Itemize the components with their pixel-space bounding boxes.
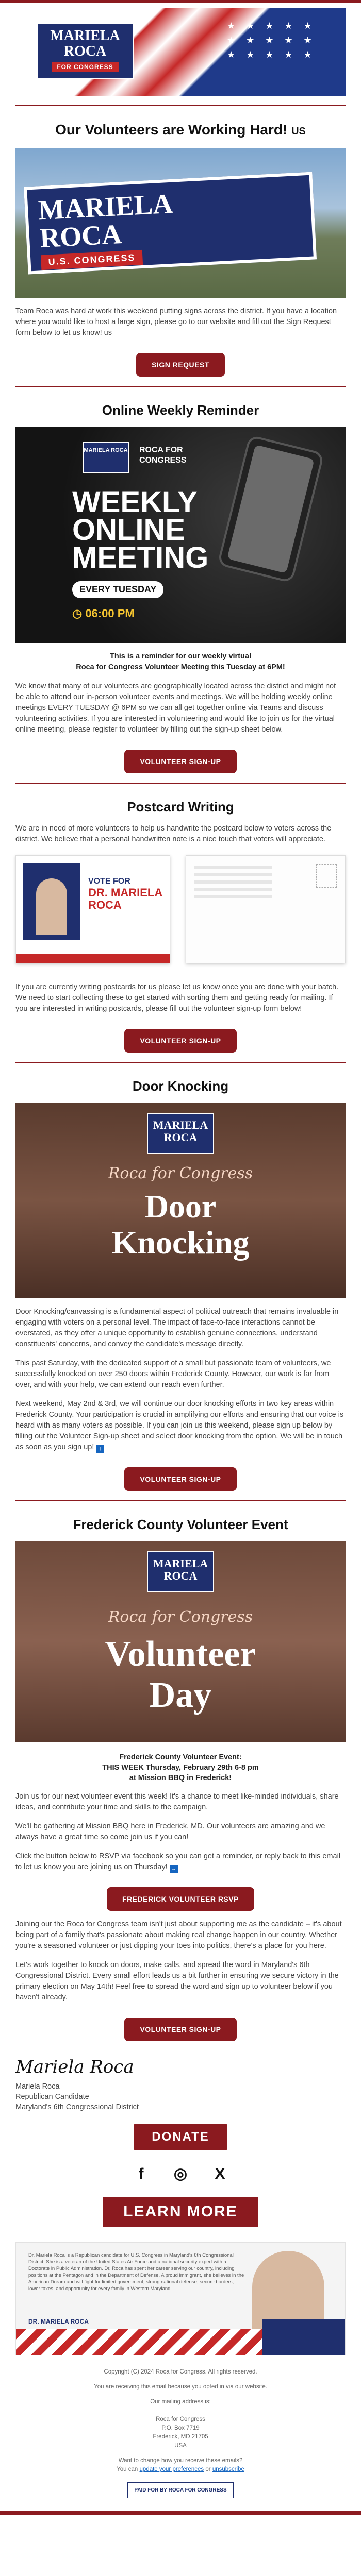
sign-last-name: ROCA (39, 218, 123, 254)
online-body: We know that many of our volunteers are geographically located across the district and might not be able to attend our in-person volunteer events and meetings. We will be holding weekly online meetings EVERY TUESDAY @ 6PM so we can all get together online via Teams and discuss volunteering activities. If you are interested in volunteering and would like to join us for the virtual online meeting, please register to volunteer by filling out the sign-up sheet below. (15, 682, 336, 734)
top-rule (0, 0, 361, 3)
volunteers-title-text: Our Volunteers are Working Hard! (55, 122, 288, 138)
arrow-right-icon: → (170, 1865, 178, 1873)
postcard-text-lines (194, 866, 272, 902)
poster-word-1: Volunteer (105, 1634, 256, 1674)
event-info (15, 1752, 346, 1783)
event-body-1: Join us for our next volunteer event this week! It's a chance to meet like-minded individuals, share ideas, and contribute your time and skills to the campaign. (15, 1792, 339, 1811)
signoff-block (15, 2081, 346, 2112)
yard-sign (24, 172, 317, 274)
rsvp-button[interactable]: FREDERICK VOLUNTEER RSVP (107, 1887, 254, 1911)
unsubscribe-link[interactable]: unsubscribe (212, 2466, 244, 2472)
poster-headline-line1: WEEKLY (72, 485, 198, 519)
event-body-2: We'll be gathering at Mission BBQ here in Frederick, MD. Our volunteers are amazing and we always have a great time so come join us if you can! (15, 1822, 325, 1841)
footer-reason: You are receiving this email because you opted in via our website. (94, 2384, 267, 2390)
poster-word-1: Door (144, 1188, 217, 1225)
footer-mailing-label: Our mailing address is: (150, 2399, 211, 2405)
door-body-3-text: Next weekend, May 2nd & 3rd, we will continue our door knocking efforts in two key areas within Frederick County. Your participation is crucial in amplifying our efforts and ensuring that our voice is heard with as many voters as possible. If you can join us this weekend, please sign up below by filling out the Volunteer Sign-up sheet and select door knocking from the option. We will be in touch as soon as you sign up! (15, 1400, 344, 1451)
door-knocking-poster (15, 1103, 346, 1298)
online-lead (15, 651, 346, 673)
candidate-photo (23, 863, 80, 940)
poster-logo: MARIELA ROCA (83, 442, 129, 473)
poster-headline (72, 485, 209, 574)
flag-navy-block (262, 2319, 345, 2355)
footer-copyright: Copyright (C) 2024 Roca for Congress. All rights reserved. (104, 2369, 257, 2375)
event-body-4: Joining our the Roca for Congress team isn't just about supporting me as the candidate – it's about being part of a family that's passionate about making real change happen in our country. Whether you're a seasoned volunteer or just dipping your toes into politics, there's a place for you here. (15, 1920, 342, 1950)
event-body-3-text: Click the button below to RSVP via facebook so you can get a reminder, or reply back to this email to let us know you are joining us on Thursday! (15, 1852, 341, 1871)
bio-name: DR. MARIELA ROCA (28, 2318, 89, 2325)
signoff-party: Republican Candidate (15, 2093, 89, 2101)
door-body-3 (15, 1399, 346, 1453)
door-body-1: Door Knocking/canvassing is a fundamental aspect of political outreach that remains invaluable in engaging with voters on a personal level. The impact of face-to-face interactions cannot be overstated, as they offer a unique opportunity to establish genuine connections, understand constituents' concerns, and convey the candidate's message directly. (15, 1308, 339, 1348)
logo-last-name: ROCA (63, 43, 107, 59)
postcard-name-line1: DR. MARIELA (88, 886, 163, 899)
logo-tagline: FOR CONGRESS (52, 62, 118, 72)
campaign-logo (36, 23, 134, 79)
footer-po: P.O. Box 7719 (161, 2425, 200, 2431)
divider (15, 386, 346, 387)
social-links (0, 2164, 361, 2184)
footer-address (15, 2398, 346, 2450)
event-info-line3: at Mission BBQ in Frederick! (129, 1774, 232, 1782)
divider (15, 1062, 346, 1063)
postcard-front (15, 855, 170, 963)
facebook-icon[interactable]: f (138, 2165, 144, 2182)
header-banner (15, 8, 346, 96)
bio-card (15, 2242, 346, 2355)
footer-city: Frederick, MD 21705 (153, 2434, 208, 2440)
stamp-icon (316, 864, 337, 888)
donate-button[interactable]: DONATE (134, 2124, 227, 2150)
sign-first-name: MARIELA (37, 188, 174, 226)
arrow-down-icon: ↓ (96, 1445, 104, 1453)
poster-day-badge: EVERY TUESDAY (72, 581, 163, 598)
divider (15, 105, 346, 106)
volunteers-body: Team Roca was hard at work this weekend putting signs across the district. If you have a location where you would like to host a large sign, please go to our website and fill out the Sign Request form below to let us know! us (15, 307, 337, 337)
volunteer-signup-button[interactable]: VOLUNTEER SIGN-UP (124, 1467, 236, 1491)
online-lead-line2: Roca for Congress Volunteer Meeting this Tuesday at 6PM! (76, 663, 285, 671)
footer-change-pre: You can (117, 2466, 138, 2472)
footer (15, 2368, 346, 2498)
sign-tagline: U.S. CONGRESS (41, 250, 143, 270)
footer-badge-button[interactable]: PAID FOR BY ROCA FOR CONGRESS (127, 2482, 233, 2498)
postcard-name-line2: ROCA (88, 899, 122, 911)
x-icon[interactable]: X (215, 2165, 225, 2182)
postcard-back (186, 855, 346, 963)
update-preferences-link[interactable]: update your preferences (139, 2466, 204, 2472)
postcard-intro: We are in need of more volunteers to help us handwrite the postcard below to voters across the district. We believe that a personal handwritten note is a nice touch that voters will appreciate. (15, 824, 332, 843)
online-lead-line1: This is a reminder for our weekly virtual (110, 652, 251, 660)
poster-word-2: Day (149, 1675, 212, 1715)
postcard-stripe (16, 954, 170, 963)
bottom-rule (0, 2511, 361, 2515)
signature: Mariela Roca (15, 2057, 134, 2077)
phone-screen (227, 445, 315, 573)
postcard-vote-for: VOTE FOR (88, 877, 130, 886)
poster-script: Roca for Congress (108, 1164, 253, 1182)
door-body-2: This past Saturday, with the dedicated support of a small but passionate team of volunteers, we successfully knocked on over 250 doors within Frederick County. However, our work is far from over, and with your help, we can extend our reach even further. (15, 1359, 331, 1389)
volunteer-signup-button[interactable]: VOLUNTEER SIGN-UP (124, 2018, 236, 2041)
logo-first-name: MARIELA (50, 28, 120, 44)
flag-stars-icon: ★ ★ ★ ★ ★ ★ ★ ★ ★ ★ ★ ★ ★ ★ ★ (227, 21, 316, 60)
postcard-vote-text (88, 876, 162, 911)
poster-logo: MARIELA ROCA (147, 1113, 214, 1154)
event-body-3 (15, 1851, 346, 1873)
candidate-figure (36, 878, 67, 935)
volunteer-day-poster (15, 1541, 346, 1742)
online-meeting-poster (15, 427, 346, 643)
bio-text: Dr. Mariela Roca is a Republican candidate for U.S. Congress in Maryland's 6th Congressional District. She is a veteran of the United States Air Force and a national security expert with a Doctorate in Public Administration. Dr. Roca has spent her career serving our country, including positions at the Pentagon and in the Department of Defense. A proud immigrant, she believes in the American Dream and will fight for limited government, strong national defense, secure borders, lower taxes, and opportunity for every family in Western Maryland. (28, 2252, 244, 2292)
footer-or: or (205, 2466, 211, 2472)
phone-icon (217, 435, 324, 584)
event-body-5: Let's work together to knock on doors, make calls, and spread the word in Maryland's 6th Congressional District. Every small effort leads us a bit further in ensuring we secure victory in the primary election on May 14th! Feel free to spread the word and sign up to volunteer below if you haven't already. (15, 1961, 339, 2002)
footer-country: USA (174, 2443, 187, 2449)
volunteers-title (15, 122, 346, 138)
footer-change-label: Want to change how you receive these emails? (118, 2458, 243, 2464)
footer-org: Roca for Congress (156, 2416, 205, 2422)
volunteer-signup-button[interactable]: VOLUNTEER SIGN-UP (124, 750, 236, 773)
poster-time-text: 06:00 PM (85, 607, 135, 620)
divider (15, 783, 346, 784)
footer-preferences (15, 2456, 346, 2474)
poster-time: ◷ 06:00 PM (72, 607, 135, 620)
online-title: Online Weekly Reminder (102, 402, 259, 418)
volunteer-signup-button[interactable]: VOLUNTEER SIGN-UP (124, 1029, 236, 1053)
us-flag-icon: US (291, 126, 306, 137)
event-info-line2: THIS WEEK Thursday, February 29th 6-8 pm (102, 1764, 259, 1772)
poster-campaign-name: ROCA FOR CONGRESS (139, 446, 187, 465)
poster-headline-line2: ONLINE (72, 513, 186, 547)
yard-sign-photo (15, 148, 346, 298)
postcard-title: Postcard Writing (127, 799, 234, 815)
event-title: Frederick County Volunteer Event (73, 1517, 288, 1532)
sign-request-button[interactable]: SIGN REQUEST (136, 353, 225, 377)
poster-script: Roca for Congress (108, 1608, 253, 1626)
poster-logo: MARIELA ROCA (147, 1551, 214, 1592)
event-info-line1: Frederick County Volunteer Event: (119, 1753, 242, 1761)
poster-word-2: Knocking (111, 1224, 250, 1261)
divider (15, 1500, 346, 1501)
door-title: Door Knocking (132, 1078, 229, 1094)
instagram-icon[interactable]: ◎ (173, 2165, 188, 2182)
postcard-body: If you are currently writing postcards for us please let us know once you are done with your batch. We need to start collecting these to get started with sorting them and getting ready for mailing. If you are interested in writing postcards, please fill out the volunteer sign-up form below! (15, 983, 339, 1013)
learn-more-button[interactable]: LEARN MORE (103, 2197, 258, 2227)
signoff-district: Maryland's 6th Congressional District (15, 2103, 139, 2111)
poster-headline-line3: MEETING (72, 541, 209, 574)
postcard-images (15, 850, 346, 974)
signoff-name: Mariela Roca (15, 2082, 60, 2091)
